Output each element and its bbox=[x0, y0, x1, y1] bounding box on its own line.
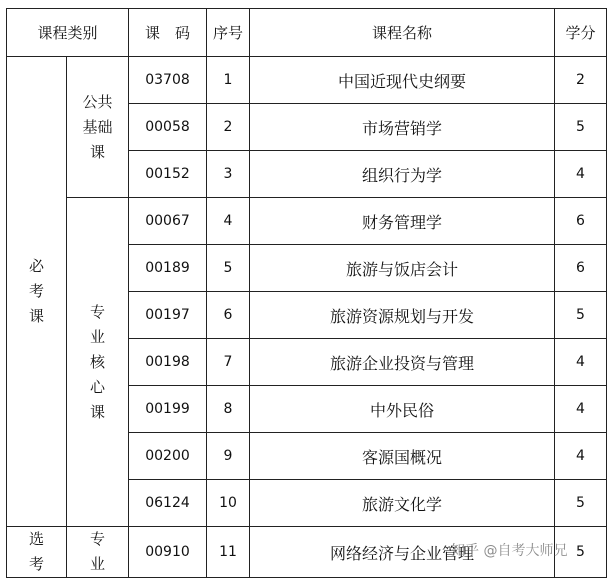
course-table bbox=[6, 8, 607, 578]
header-number: 序号 bbox=[207, 9, 250, 57]
course-number: 2 bbox=[207, 104, 250, 151]
course-name: 旅游企业投资与管理 bbox=[250, 339, 555, 386]
group-required bbox=[7, 57, 67, 527]
group-elective-sub bbox=[67, 527, 129, 578]
course-name: 网络经济与企业管理 bbox=[250, 527, 555, 578]
course-name: 中外民俗 bbox=[250, 386, 555, 433]
course-credit: 5 bbox=[555, 292, 607, 339]
group-elective-label: 选考 bbox=[29, 530, 45, 573]
group-public-basic-label: 公共基础课 bbox=[82, 92, 113, 161]
course-code: 00189 bbox=[129, 245, 207, 292]
course-credit: 6 bbox=[555, 245, 607, 292]
course-name: 客源国概况 bbox=[250, 433, 555, 480]
course-credit: 4 bbox=[555, 339, 607, 386]
table-row bbox=[7, 198, 607, 245]
course-name: 财务管理学 bbox=[250, 198, 555, 245]
group-professional-core-label: 专业核心课 bbox=[90, 302, 106, 421]
course-credit: 6 bbox=[555, 198, 607, 245]
course-code: 00199 bbox=[129, 386, 207, 433]
course-code: 00198 bbox=[129, 339, 207, 386]
course-number: 7 bbox=[207, 339, 250, 386]
course-credit: 5 bbox=[555, 104, 607, 151]
course-name: 旅游文化学 bbox=[250, 480, 555, 527]
course-number: 4 bbox=[207, 198, 250, 245]
header-row bbox=[7, 9, 607, 57]
course-name: 中国近现代史纲要 bbox=[250, 57, 555, 104]
course-code: 00152 bbox=[129, 151, 207, 198]
course-credit: 5 bbox=[555, 480, 607, 527]
group-required-label: 必考课 bbox=[29, 257, 45, 325]
course-code: 00910 bbox=[129, 527, 207, 578]
watermark-text: 知乎 @自考大师兄 bbox=[451, 543, 568, 559]
course-credit: 4 bbox=[555, 386, 607, 433]
course-number: 10 bbox=[207, 480, 250, 527]
table-row bbox=[7, 57, 607, 104]
course-credit: 5 bbox=[555, 527, 607, 578]
group-public-basic bbox=[67, 57, 129, 198]
header-credit: 学分 bbox=[555, 9, 607, 57]
course-name: 旅游与饭店会计 bbox=[250, 245, 555, 292]
group-elective bbox=[7, 527, 67, 578]
header-course-name: 课程名称 bbox=[250, 9, 555, 57]
course-credit: 4 bbox=[555, 433, 607, 480]
course-code: 03708 bbox=[129, 57, 207, 104]
course-code: 00197 bbox=[129, 292, 207, 339]
group-professional-core bbox=[67, 198, 129, 527]
course-credit: 4 bbox=[555, 151, 607, 198]
course-code: 00067 bbox=[129, 198, 207, 245]
course-number: 8 bbox=[207, 386, 250, 433]
course-code: 06124 bbox=[129, 480, 207, 527]
course-number: 6 bbox=[207, 292, 250, 339]
course-name: 旅游资源规划与开发 bbox=[250, 292, 555, 339]
group-elective-sub-label: 专业 bbox=[90, 530, 106, 573]
header-code: 课 码 bbox=[129, 9, 207, 57]
course-number: 11 bbox=[207, 527, 250, 578]
course-name: 市场营销学 bbox=[250, 104, 555, 151]
header-category: 课程类别 bbox=[7, 9, 129, 57]
course-number: 5 bbox=[207, 245, 250, 292]
course-code: 00200 bbox=[129, 433, 207, 480]
course-code: 00058 bbox=[129, 104, 207, 151]
course-number: 3 bbox=[207, 151, 250, 198]
course-number: 9 bbox=[207, 433, 250, 480]
course-credit: 2 bbox=[555, 57, 607, 104]
course-name: 组织行为学 bbox=[250, 151, 555, 198]
course-number: 1 bbox=[207, 57, 250, 104]
